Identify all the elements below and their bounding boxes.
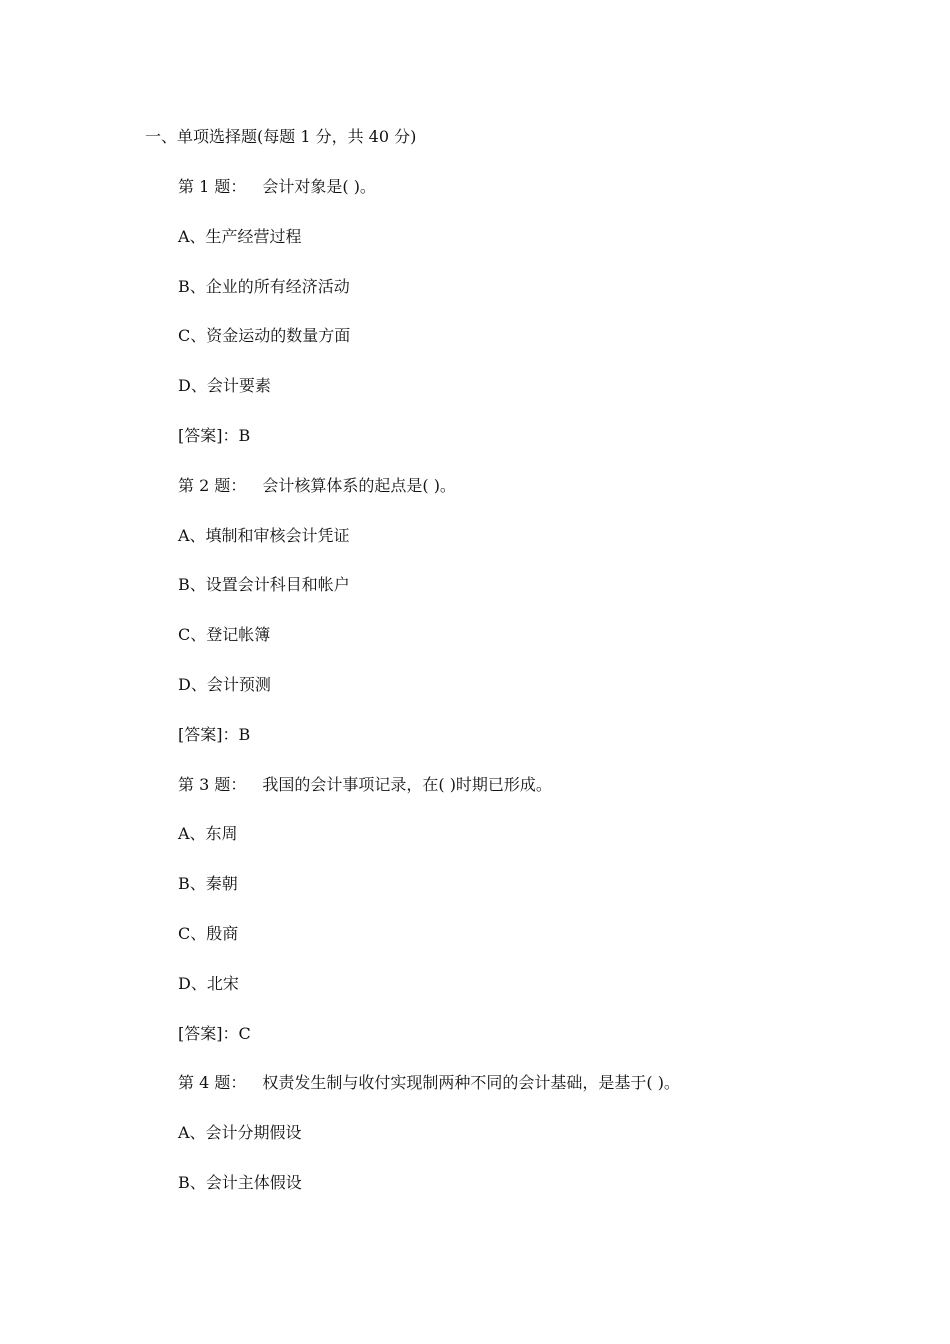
question-text: 我国的会计事项记录，在( )时期已形成。 [262,774,552,794]
question-4 [178,1072,680,1122]
answer: [答案]：C [178,1023,251,1043]
option-b: B、秦朝 [178,874,238,894]
answer: [答案]：B [178,425,251,445]
question-number: 第 4 题： [178,1073,247,1093]
option-a: A、生产经营过程 [178,226,302,246]
option-b: B、会计主体假设 [178,1172,302,1192]
option-b: B、设置会计科目和帐户 [178,575,350,595]
question-list [178,176,680,1222]
answer: [答案]：B [178,724,251,744]
question-2 [178,475,680,525]
question-text: 权责发生制与收付实现制两种不同的会计基础，是基于( )。 [262,1073,680,1093]
question-text: 会计对象是( )。 [262,177,376,196]
option-d: D、会计预测 [178,674,271,694]
option-c: C、登记帐簿 [178,625,271,645]
question-number: 第 3 题： [178,774,247,794]
option-d: D、会计要素 [178,376,271,396]
option-a: A、会计分期假设 [178,1123,302,1143]
option-a: A、东周 [178,824,238,844]
section-title: 一、单项选择题(每题 1 分，共 40 分) [145,127,417,146]
question-3 [178,774,680,824]
option-c: C、资金运动的数量方面 [178,326,351,346]
option-a: A、填制和审核会计凭证 [178,525,350,545]
option-d: D、北宋 [178,973,239,993]
question-number: 第 1 题： [178,177,247,196]
question-text: 会计核算体系的起点是( )。 [262,475,456,495]
question-1 [178,176,680,226]
option-b: B、企业的所有经济活动 [178,276,350,296]
option-c: C、殷商 [178,923,239,943]
question-number: 第 2 题： [178,475,247,495]
